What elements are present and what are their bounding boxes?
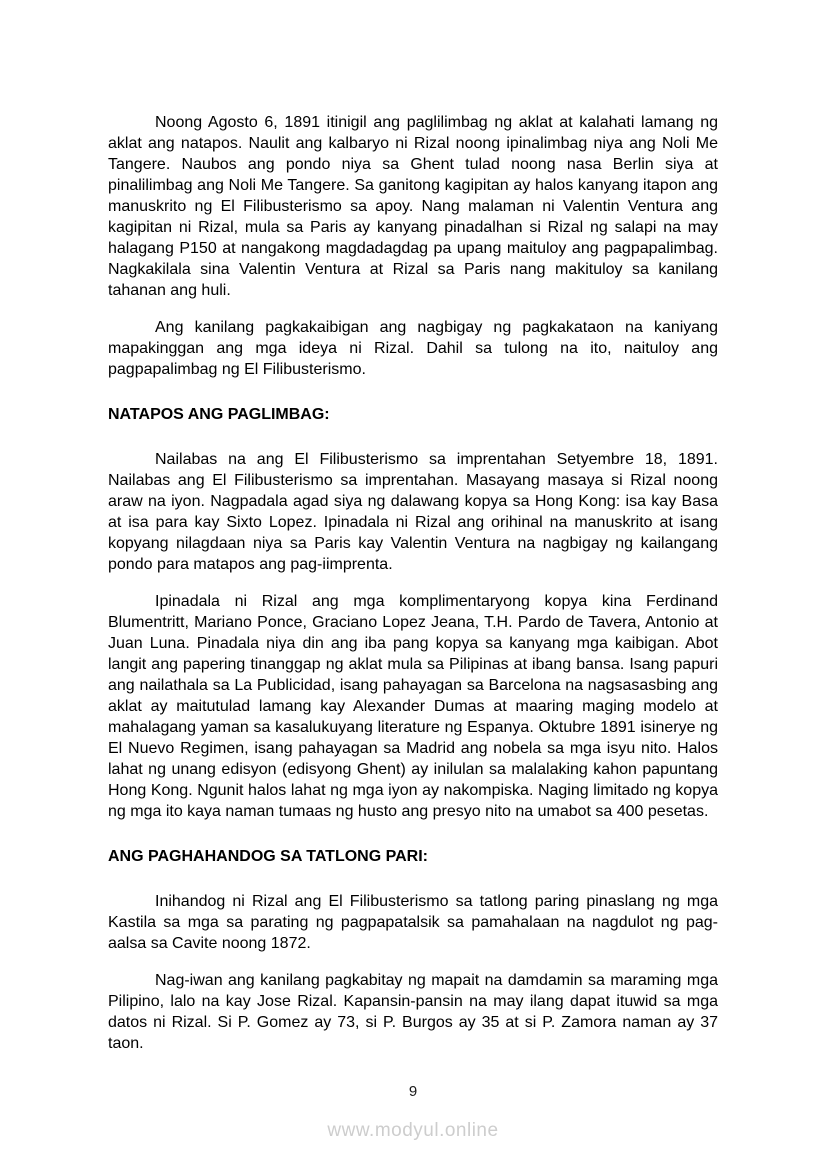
page-number: 9: [408, 1083, 418, 1100]
paragraph-intro-1: Noong Agosto 6, 1891 itinigil ang paglilimbag ng aklat at kalahati lamang ng aklat ang natapos. Naulit ang kalbaryo ni Rizal noong ipinalimbag niya ang Noli Me Tangere. Naubos ang pondo niya sa Ghent tulad noong nasa Berlin siya at pinalilimbag ang Noli Me Tangere. Sa ganitong kagipitan ay halos kanyang itapon ang manuskrito ng El Filibusterismo sa apoy. Nang malaman ni Valentin Ventura ang kagipitan ni Rizal, mula sa Paris ay kanyang pinadalhan si Rizal ng salapi na may halagang P150 at nangakong magdadagdag pa upang maituloy ang pagpapalimbag. Nagkakilala sina Valentin Ventura at Rizal sa Paris nang makituloy sa kanilang tahanan ang huli.: [108, 114, 718, 299]
watermark: www.modyul.online: [327, 1120, 499, 1141]
paragraph-natapos-1: Nailabas na ang El Filibusterismo sa imprentahan Setyembre 18, 1891. Nailabas ang El Filibusterismo sa imprentahan. Masayang masaya si Rizal noong araw na iyon. Nagpadala agad siya ng dalawang kopya sa Hong Kong: isa kay Basa at isa para kay Sixto Lopez. Ipinadala ni Rizal ang orihinal na manuskrito at isang kopyang nilagdaan niya sa Paris kay Valentin Ventura na nagbigay ng kailangang pondo para matapos ang pag-iimprenta.: [108, 451, 718, 573]
section-heading-natapos-ang-paglimbag: NATAPOS ANG PAGLIMBAG:: [108, 406, 330, 423]
section-heading-paghahandog-sa-tatlong-pari: ANG PAGHAHANDOG SA TATLONG PARI:: [108, 848, 428, 865]
paragraph-intro-2: Ang kanilang pagkakaibigan ang nagbigay ng pagkakataon na kaniyang mapakinggan ang mga ideya ni Rizal. Dahil sa tulong na ito, naituloy ang pagpapalimbag ng El Filibusterismo.: [108, 319, 718, 378]
paragraph-natapos-2: Ipinadala ni Rizal ang mga komplimentaryong kopya kina Ferdinand Blumentritt, Mariano Ponce, Graciano Lopez Jeana, T.H. Pardo de Tavera, Antonio at Juan Luna. Pinadala niya din ang iba pang kopya sa kanyang mga kaibigan. Abot langit ang papering tinanggap ng aklat mula sa Pilipinas at ibang bansa. Isang papuri ang nailathala sa La Publicidad, isang pahayagan sa Barcelona na nagsasasbing ang aklat ay maitutulad lamang kay Alexander Dumas at maaring maging modelo at mahalagang yaman sa kasalukuyang literature ng Espanya. Oktubre 1891 isinerye ng El Nuevo Regimen, isang pahayagan sa Madrid ang nobela sa mga isyu nito. Halos lahat ng unang edisyon (edisyong Ghent) ay inilulan sa malalaking kahon papuntang Hong Kong. Ngunit halos lahat ng mga iyon ay nakompiska. Naging limitado ng kopya ng mga ito kaya naman tumaas ng husto ang presyo nito na umabot sa 400 pesetas.: [108, 593, 718, 820]
paragraph-paghahandog-2: Nag-iwan ang kanilang pagkabitay ng mapait na damdamin sa maraming mga Pilipino, lalo na kay Jose Rizal. Kapansin-pansin na may ilang dapat ituwid sa mga datos ni Rizal. Si P. Gomez ay 73, si P. Burgos ay 35 at si P. Zamora naman ay 37 taon.: [108, 972, 718, 1052]
document-body: [108, 112, 718, 1070]
paragraph-paghahandog-1: Inihandog ni Rizal ang El Filibusterismo sa tatlong paring pinaslang ng mga Kastila sa mga sa parating ng pagpapatalsik sa pamahalaan na nagdulot ng pag-aalsa sa Cavite noong 1872.: [108, 893, 718, 952]
